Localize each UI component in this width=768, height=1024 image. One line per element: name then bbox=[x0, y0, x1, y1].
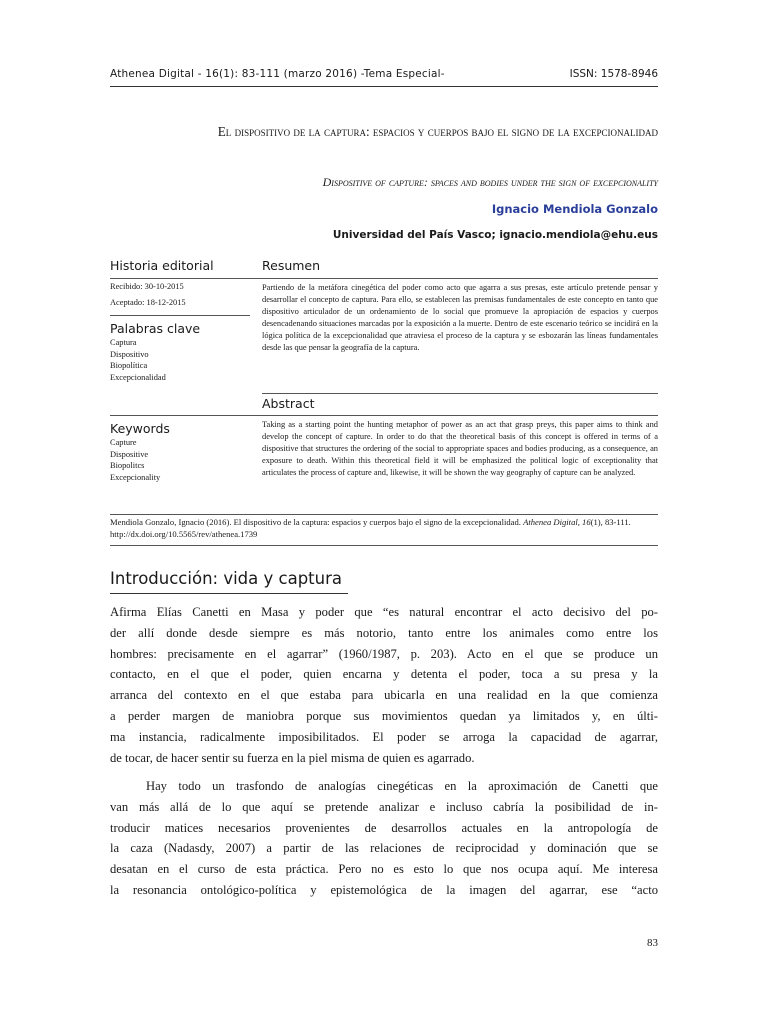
text-line: Hay todo un trasfondo de analogías cinegéticas en la aproximación de Canetti que bbox=[146, 779, 658, 793]
author-affiliation: Universidad del País Vasco; ignacio.mendiola@ehu.eus bbox=[332, 229, 658, 241]
body-paragraph-2 bbox=[110, 776, 658, 901]
article-title-en: Dispositive of capture: spaces and bodies under the sign of excepcionality bbox=[322, 175, 658, 189]
author-name: Ignacio Mendiola Gonzalo bbox=[491, 202, 658, 216]
text-line: troducir matices necesarios provenientes de desarrollos actuales en la antropología de bbox=[110, 820, 658, 835]
palabras-clave-list bbox=[110, 337, 250, 383]
text-line: Afirma Elías Canetti en Masa y poder que “es natural encontrar el acto decisivo del po- bbox=[110, 605, 658, 619]
text-line: ma instancia, radicalmente imposibilitados. El poder se arroga la capacidad de agarrar, bbox=[110, 729, 658, 744]
section-heading: Introducción: vida y captura bbox=[110, 569, 342, 588]
divider bbox=[110, 315, 250, 316]
text-line: desatan en el curso de esta práctica. Pero no es esto lo que nos ocupa aquí. Me interesa bbox=[110, 862, 658, 877]
palabras-clave-heading: Palabras clave bbox=[110, 321, 201, 336]
editorial-dates bbox=[110, 281, 250, 308]
body-paragraph-1 bbox=[110, 602, 658, 768]
divider bbox=[262, 393, 658, 394]
text-line: hombres: precisamente en el agarrar” (1960/1987, p. 203). Acto en el que se produce un bbox=[110, 646, 658, 661]
text-line: la resonancia ontológico-política y epistemológica de la imagen del agarrar, ese “acto bbox=[110, 882, 658, 897]
resumen-heading: Resumen bbox=[262, 258, 321, 273]
text-line: der allí donde desde siempre es más notorio, tanto entre los animales como entre los bbox=[110, 625, 658, 640]
citation-suffix: (1), 83-111. http://dx.doi.org/10.5565/rev/athenea.1739 bbox=[110, 517, 631, 539]
header-divider bbox=[110, 86, 658, 87]
keyword-item: Dispositive bbox=[110, 449, 149, 459]
section-underline bbox=[110, 593, 348, 594]
citation bbox=[110, 516, 658, 540]
abstract-text: Taking as a starting point the hunting metaphor of power as an act that grasp preys, this paper aims to think and develop the concept of capture. In order to do that the theoretical basis of this concept is offered in terms of a dispositive that structures the ordering of the social to appropriate spaces and bodies producing, as a consequence, an exposure to death. Within this theoretical field it will be emphasized the political logic of exceptionality that articulates the process of capture and, likewise, it will be shown the way geography of capture can be analyzed. bbox=[262, 420, 658, 477]
page-number: 83 bbox=[647, 937, 658, 949]
keyword-item: Excepcionalidad bbox=[110, 372, 166, 382]
divider bbox=[110, 545, 658, 546]
text-line: van más allá de lo que aquí se pretende analizar e incluso cabría la posibilidad de in- bbox=[110, 799, 658, 814]
text-line: contacto, en el que el poder, quien encarna y detenta el poder, toca a su presa y la bbox=[110, 667, 658, 682]
divider bbox=[110, 514, 658, 515]
citation-prefix: Mendiola Gonzalo, Ignacio (2016). El dispositivo de la captura: espacios y cuerpos bajo el signo de la excepcionalidad. bbox=[110, 517, 524, 527]
historia-editorial-heading: Historia editorial bbox=[110, 258, 214, 273]
resumen-text: Partiendo de la metáfora cinegética del poder como acto que agarra a sus presas, este artículo pretende pensar y desarrollar el concepto de captura. Para ello, se establecen las premisas fundamentales de este concepto en tanto que dispositivo articulador de un ordenamiento de lo social que promueve la apropiación de espacios y cuerpos desencadenando situaciones marcadas por la exposición a la muerte. Dentro de este escenario teórico se incidirá en la lógica política de la excepcionalidad que atraviesa el proceso de la captura y se esbozarán las líneas fundamentales desde las que pensar la geografía de la captura. bbox=[262, 283, 658, 352]
received-date: Recibido: 30-10-2015 bbox=[110, 282, 184, 291]
keyword-item: Biopolítica bbox=[110, 361, 148, 370]
running-header: Athenea Digital - 16(1): 83-111 (marzo 2016) -Tema Especial- bbox=[110, 68, 445, 80]
keywords-heading: Keywords bbox=[110, 421, 170, 436]
keyword-item: Excepcionality bbox=[110, 472, 161, 482]
citation-journal: Athenea Digital, 16 bbox=[523, 517, 591, 527]
text-line: la caza (Nadasdy, 2007) a partir de las relaciones de reciprocidad y dominación que se bbox=[110, 841, 658, 856]
keywords-list bbox=[110, 437, 250, 483]
abstract-heading: Abstract bbox=[262, 396, 315, 411]
text-line: arranca del contexto en el que estaba para ubicarla en una realidad en la que comienza bbox=[110, 688, 658, 703]
article-title-es: El dispositivo de la captura: espacios y cuerpos bajo el signo de la excepcionalidad bbox=[217, 124, 658, 139]
keyword-item: Capture bbox=[110, 438, 137, 447]
text-line: a perder margen de maniobra porque sus movimientos quedan ya limitados y, en últi- bbox=[110, 708, 658, 723]
issn: ISSN: 1578-8946 bbox=[569, 68, 658, 80]
keyword-item: Dispositivo bbox=[110, 349, 149, 359]
accepted-date: Aceptado: 18-12-2015 bbox=[110, 297, 186, 307]
keyword-item: Biopolitcs bbox=[110, 461, 145, 470]
keyword-item: Captura bbox=[110, 338, 137, 347]
divider bbox=[110, 278, 658, 279]
divider bbox=[110, 415, 658, 416]
text-line: de tocar, de hacer sentir su fuerza en la piel misma de quien es agarrado. bbox=[110, 750, 475, 765]
